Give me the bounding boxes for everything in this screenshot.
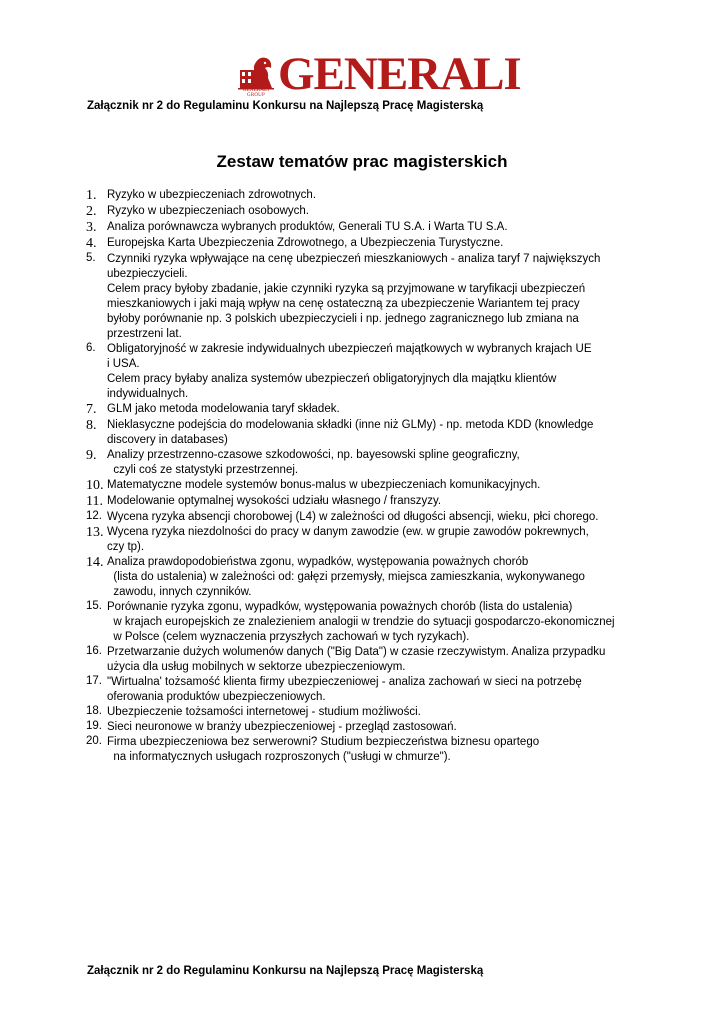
list-item-line: oferowania produktów ubezpieczeniowych. [107,691,326,703]
list-item-line: (lista do ustalenia) w zależności od: gałęzi przemysły, miejsca zamieszkania, wykonywanego [107,571,585,583]
list-item-text [107,555,585,600]
list-item-text [107,448,520,478]
list-item-line: "Wirtualna' tożsamość klienta firmy ubezpieczeniowej - analiza zachowań w sieci na potrzebę [107,676,582,688]
list-item-text [107,645,605,675]
document-header: Załącznik nr 2 do Regulaminu Konkursu na Najlepszą Pracę Magisterską [87,100,484,112]
list-item-number: 2. [86,204,97,219]
list-item-number: 5. [86,252,96,264]
list-item-number: 16. [86,645,102,657]
list-item-text [107,402,340,418]
list-item-text [107,494,441,510]
list-item-line: Porównanie ryzyka zgonu, wypadków, występowania poważnych chorób (lista do ustalenia) [107,601,573,613]
list-item-text [107,525,589,555]
list-item-text [107,705,421,720]
list-item [86,220,646,236]
list-item-number: 1. [86,188,97,203]
list-item-line: mieszkaniowych i jaki mają wpływ na cenę ostateczną za ubezpieczenie Wariantem tej pracy [107,298,580,310]
topic-list [86,188,646,765]
list-item-text [107,204,309,220]
list-item-line: Wycena ryzyka niezdolności do pracy w danym zawodzie (ew. w grupie zawodów pokrewnych, [107,526,589,538]
list-item-line: Analiza prawdopodobieństwa zgonu, wypadków, występowania poważnych chorób [107,556,529,568]
list-item-line: czy tp). [107,541,145,553]
list-item-line: i USA. [107,358,140,370]
list-item-line: Celem pracy byłaby analiza systemów ubezpieczeń obligatoryjnych dla majątku klientów [107,373,557,385]
list-item-number: 4. [86,236,97,251]
list-item-text [107,252,600,342]
list-item-number: 10. [86,478,104,493]
list-item-number: 9. [86,448,97,463]
list-item-text [107,236,503,252]
list-item-number: 3. [86,220,97,235]
page-title: Zestaw tematów prac magisterskich [216,152,508,171]
list-item [86,675,646,705]
list-item-text [107,478,540,494]
list-item-line: czyli coś ze statystyki przestrzennej. [107,464,299,476]
list-item-text [107,510,598,525]
list-item [86,478,646,494]
list-item [86,252,646,342]
list-item [86,600,646,645]
list-item [86,555,646,600]
list-item-line: w Polsce (celem wyznaczenia przyszłych zachowań w tych ryzykach). [107,631,470,643]
list-item [86,236,646,252]
list-item-line: Analizy przestrzenno-czasowe szkodowości, np. bayesowski spline geograficzny, [107,449,520,461]
list-item-line: ubezpieczycieli. [107,268,188,280]
list-item-number: 15. [86,600,102,612]
list-item-line: Wycena ryzyka absencji chorobowej (L4) w zależności od długości absencji, wieku, płci chorego. [107,511,599,523]
list-item [86,342,646,402]
list-item-line: GLM jako metoda modelowania taryf składek. [107,403,340,415]
list-item-line: Przetwarzanie dużych wolumenów danych ("Big Data") w czasie rzeczywistym. Analiza przypadku [107,646,606,658]
generali-logo [238,48,521,100]
list-item-number: 13. [86,525,104,540]
list-item-number: 11. [86,494,103,509]
list-item-line: zawodu, innych czynników. [107,586,252,598]
list-item [86,645,646,675]
list-item-number: 18. [86,705,102,717]
list-item-number: 8. [86,418,97,433]
list-item-number: 12. [86,510,102,522]
list-item [86,402,646,418]
list-item-text [107,188,316,204]
list-item [86,494,646,510]
list-item-line: w krajach europejskich ze znalezieniem analogii w trendzie do sytuacji gospodarczo-ekonomicznej [107,616,615,628]
list-item-number: 14. [86,555,104,570]
list-item-number: 20. [86,735,102,747]
list-item-line: Czynniki ryzyka wpływające na cenę ubezpieczeń mieszkaniowych - analiza taryf 7 największych [107,253,601,265]
list-item [86,525,646,555]
list-item-text [107,342,592,402]
list-item-number: 17. [86,675,102,687]
list-item-line: Celem pracy byłoby zbadanie, jakie czynniki ryzyka są przyjmowane w taryfikacji ubezpieczeń [107,283,586,295]
list-item-line: Sieci neuronowe w branży ubezpieczeniowej - przegląd zastosowań. [107,721,457,733]
logo-wordmark: GENERALI [278,48,521,100]
list-item [86,448,646,478]
list-item-text [107,735,539,765]
list-item-line: Matematyczne modele systemów bonus-malus w ubezpieczeniach komunikacyjnych. [107,479,541,491]
list-item [86,735,646,765]
list-item-line: Ryzyko w ubezpieczeniach zdrowotnych. [107,189,317,201]
list-item-line: Ryzyko w ubezpieczeniach osobowych. [107,205,309,217]
list-item-number: 19. [86,720,102,732]
list-item-text [107,220,508,236]
list-item [86,510,646,525]
list-item [86,418,646,448]
list-item-number: 7. [86,402,97,417]
list-item [86,720,646,735]
list-item-line: Europejska Karta Ubezpieczenia Zdrowotnego, a Ubezpieczenia Turystyczne. [107,237,504,249]
list-item-number: 6. [86,342,96,354]
list-item-text [107,675,582,705]
list-item-line: Obligatoryjność w zakresie indywidualnych ubezpieczeń majątkowych w wybranych krajach UE [107,343,592,355]
list-item-line: discovery in databases) [107,434,228,446]
list-item-line: Modelowanie optymalnej wysokości udziału własnego / franszyzy. [107,495,442,507]
list-item-text [107,418,593,448]
list-item-line: Ubezpieczenie tożsamości internetowej - studium możliwości. [107,706,421,718]
list-item-line: użycia dla usług mobilnych w sektorze ubezpieczeniowym. [107,661,406,673]
list-item [86,188,646,204]
list-item [86,705,646,720]
list-item-line: Firma ubezpieczeniowa bez serwerowni? Studium bezpieczeństwa biznesu opartego [107,736,540,748]
list-item-text [107,600,615,645]
document-footer: Załącznik nr 2 do Regulaminu Konkursu na Najlepszą Pracę Magisterską [87,965,484,977]
list-item-line: Nieklasyczne podejścia do modelowania składki (inne niż GLMy) - np. metoda KDD (knowledge [107,419,594,431]
list-item-line: przestrzeni lat. [107,328,182,340]
list-item-line: na informatycznych usługach rozproszonych ("usługi w chmurze"). [107,751,451,763]
list-item-line: Analiza porównawcza wybranych produktów, Generali TU S.A. i Warta TU S.A. [107,221,508,233]
list-item [86,204,646,220]
list-item-line: indywidualnych. [107,388,189,400]
list-item-text [107,720,457,735]
logo-group-text: GENERALI GROUP [242,88,270,98]
list-item-line: byłoby porównanie np. 3 polskich ubezpieczycieli i np. jednego zagranicznego lub zmiana na [107,313,579,325]
